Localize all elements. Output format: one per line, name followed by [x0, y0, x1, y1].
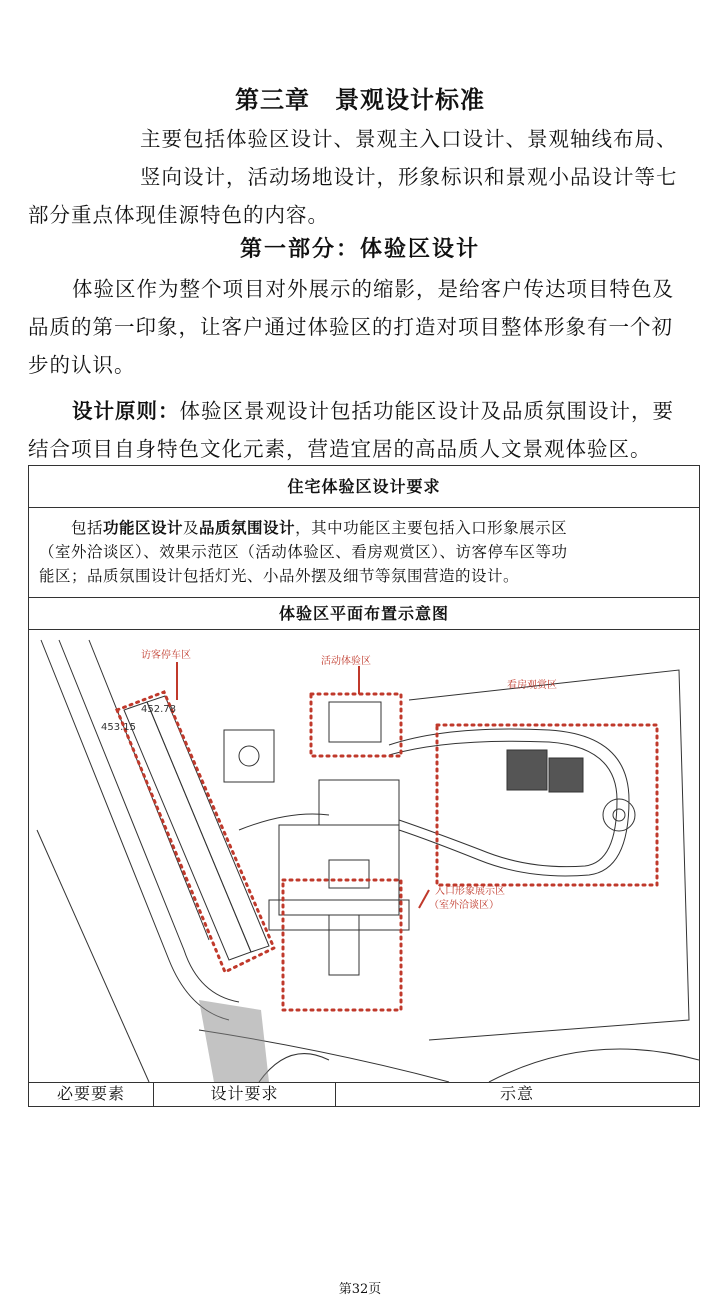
- show-villa: [507, 750, 547, 790]
- intro-line-2: 竖向设计，活动场地设计，形象标识和景观小品设计等七: [140, 165, 678, 189]
- label-activity-zone: 活动体验区: [321, 656, 371, 667]
- parking-strip: [124, 702, 251, 960]
- plan-title: 体验区平面布置示意图: [29, 598, 699, 630]
- desc-bold-quality: 品质氛围设计: [199, 519, 296, 537]
- sales-center: [279, 825, 399, 915]
- principle-line-2: 结合项目自身特色文化元素，营造宜居的高品质人文景观体验区。: [28, 437, 652, 461]
- zone-viewing: [437, 725, 657, 885]
- hatched-area: [199, 1000, 269, 1082]
- pavilion: [329, 702, 381, 742]
- section-body-line-1: 体验区作为整个项目对外展示的缩影，是给客户传达项目特色及: [72, 277, 674, 301]
- zone-visitor-parking: [117, 692, 274, 972]
- design-principle-paragraph: [28, 392, 698, 468]
- chapter-title: 第三章 景观设计标准: [235, 86, 485, 114]
- walkway: [239, 814, 329, 830]
- section-title: 第一部分：体验区设计: [239, 237, 480, 262]
- road-line: [59, 640, 239, 1002]
- table-footer-row: [29, 1082, 699, 1106]
- intro-line-3: 部分重点体现佳源特色的内容。: [28, 203, 329, 227]
- roundabout: [603, 799, 635, 831]
- desc-mid: 及: [183, 519, 200, 537]
- section-body-line-2: 品质的第一印象，让客户通过体验区的打造对项目整体形象有一个初: [28, 315, 673, 339]
- page-number: 第32页: [338, 1282, 382, 1297]
- column-header-requirements: 设计要求: [154, 1082, 336, 1106]
- section-body-paragraph: [28, 270, 698, 384]
- desc-rest: ，其中功能区主要包括入口形象展示区: [295, 519, 568, 537]
- intro-paragraph: [28, 120, 698, 234]
- section-body-line-3: 步的认识。: [28, 353, 136, 377]
- label-viewing-zone: 看房观赏区: [507, 680, 557, 691]
- requirements-table: [28, 465, 700, 1107]
- table-header: 住宅体验区设计要求: [29, 466, 699, 508]
- entry-walk: [329, 915, 359, 975]
- label-entrance-zone-2: （室外洽谈区）: [429, 900, 499, 911]
- principle-line-1: 体验区景观设计包括功能区设计及品质氛围设计，要: [179, 399, 674, 423]
- site-plan-drawing: [29, 630, 699, 1082]
- desc-line-2: （室外洽谈区）、效果示范区（活动体验区、看房观赏区）、访客停车区等功: [39, 543, 568, 561]
- label-elevation-2: 453.15: [101, 722, 136, 733]
- table-description: [29, 508, 699, 598]
- road-line: [41, 640, 229, 1020]
- label-elevation-1: 452.78: [141, 704, 176, 715]
- intro-line-1: 主要包括体验区设计、景观主入口设计、景观轴线布局、: [140, 127, 678, 151]
- site-plan: [29, 630, 699, 1083]
- zone-activity: [311, 694, 401, 756]
- desc-prefix: 包括: [71, 519, 104, 537]
- desc-line-3: 能区；品质氛围设计包括灯光、小品外摆及细节等氛围营造的设计。: [39, 567, 520, 585]
- label-visitor-parking: 访客停车区: [141, 650, 191, 661]
- label-entrance-zone-1: 入口形象展示区: [435, 886, 505, 897]
- principle-label: 设计原则：: [72, 399, 180, 423]
- parking-strip: [147, 696, 269, 952]
- column-header-illustration: 示意: [499, 1084, 534, 1103]
- desc-bold-function: 功能区设计: [103, 519, 184, 537]
- basketball-court: [224, 730, 274, 782]
- column-header-elements: 必要要素: [29, 1082, 154, 1106]
